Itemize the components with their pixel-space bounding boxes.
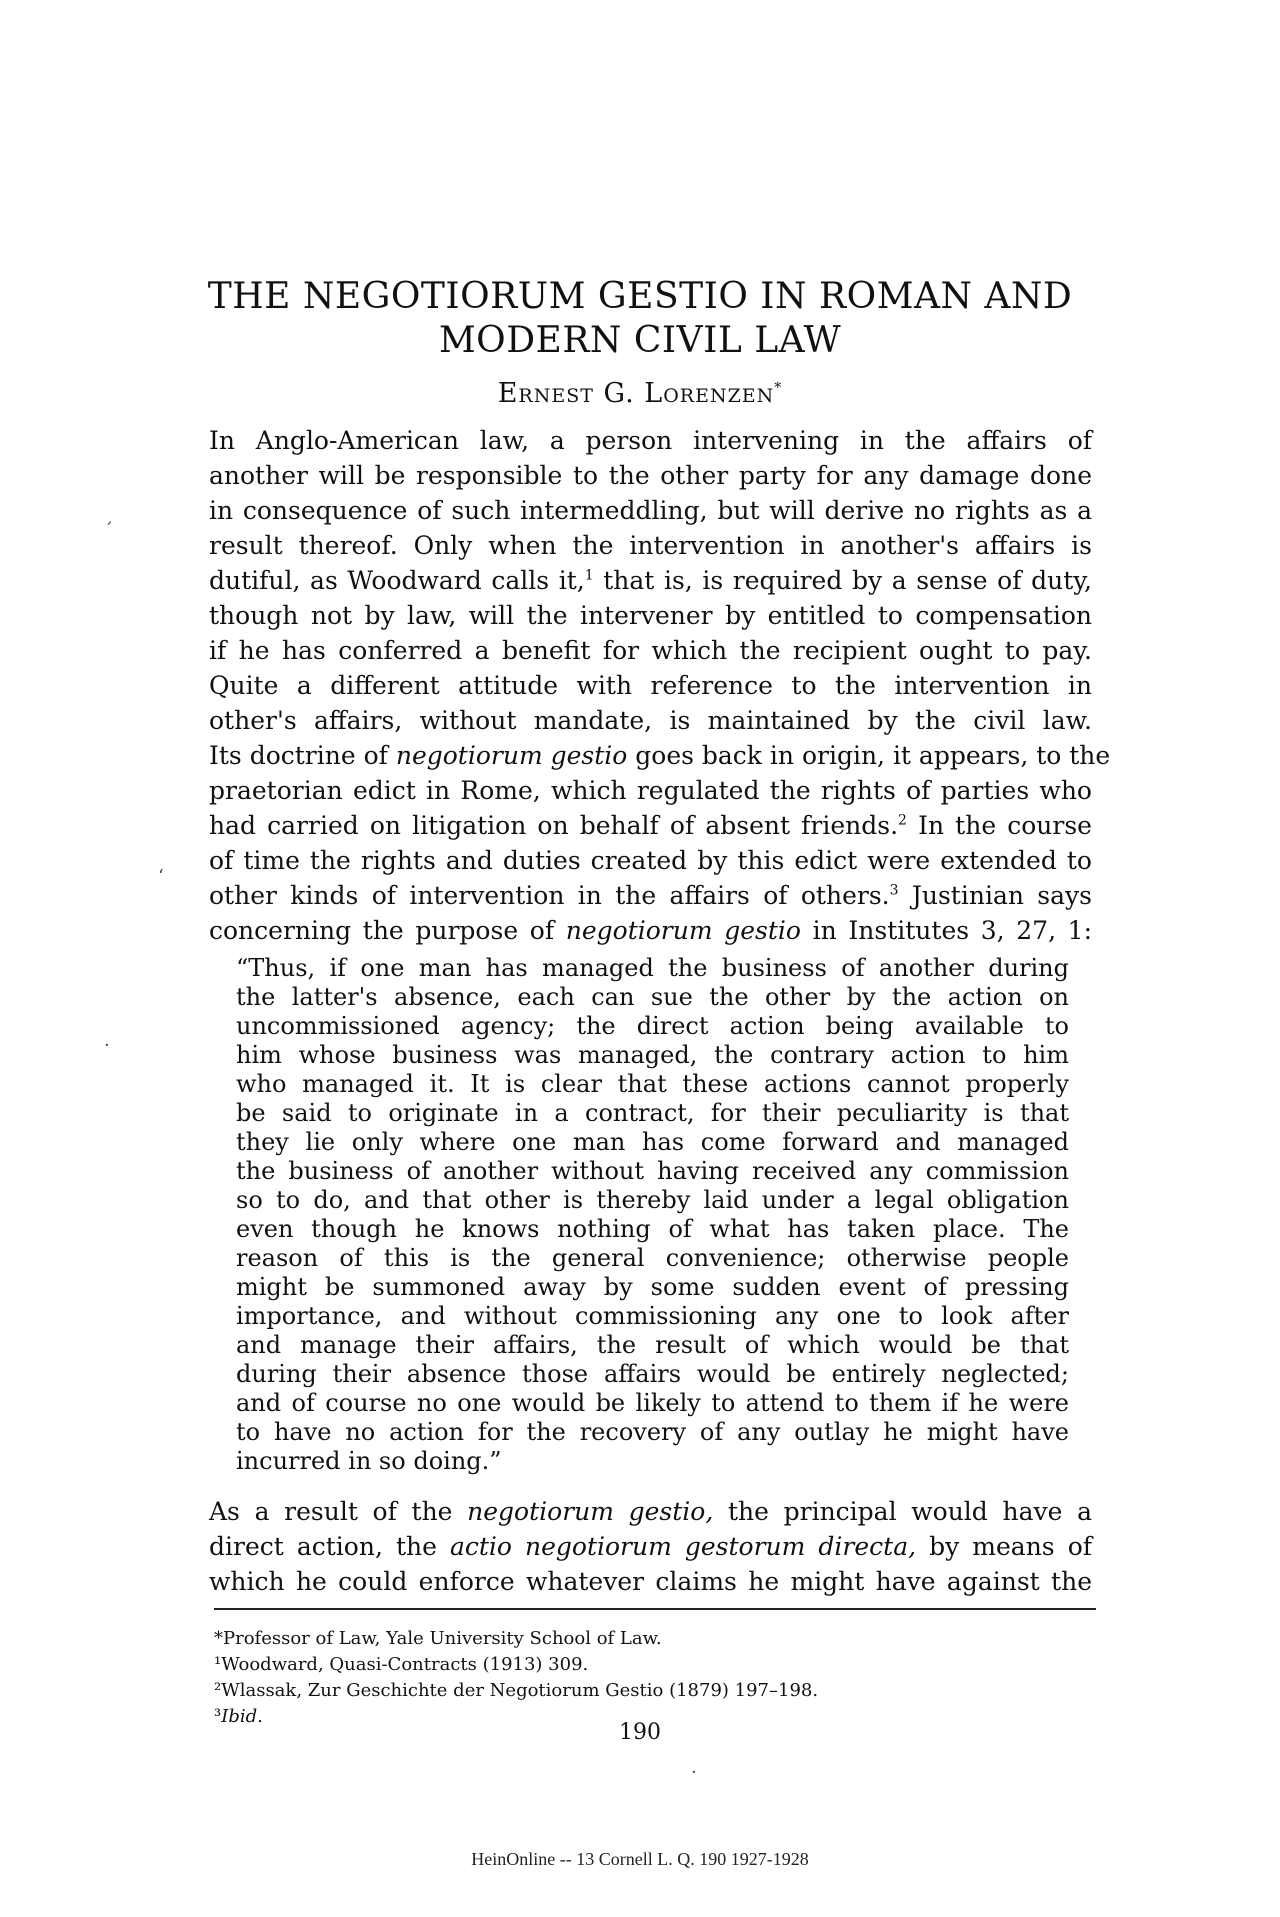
footnote-mark: ³ — [214, 1706, 222, 1727]
body-text: concerning the purpose of — [209, 916, 566, 945]
author-name: Ernest G. Lorenzen — [497, 378, 775, 409]
article-title-line-2: MODERN CIVIL LAW — [438, 320, 842, 361]
footnote-ref-1: 1 — [584, 567, 594, 584]
footnote-text: Ibid. — [221, 1706, 263, 1727]
body-line: other's affairs, without mandate, is maintained by the civil law. — [209, 706, 1092, 735]
latin-term: negotiorum gestio, — [467, 1497, 714, 1526]
scan-speck: · — [691, 1762, 697, 1783]
body-text: by means of — [916, 1532, 1092, 1561]
body-line — [209, 1532, 1092, 1561]
body-line: result thereof. Only when the intervention in another's affairs is — [209, 531, 1092, 560]
body-text: that is, is required by a sense of duty, — [593, 566, 1092, 595]
footnote: ¹Woodward, Quasi-Contracts (1913) 309. — [214, 1654, 589, 1675]
body-line — [209, 881, 1092, 910]
quote-line: the latter's absence, each can sue the other by the action on — [236, 983, 1069, 1011]
footnote-ref-3: 3 — [889, 882, 899, 899]
author-footnote-mark: * — [774, 380, 783, 396]
page-number: 190 — [619, 1720, 661, 1745]
quote-line: during their absence those affairs would be entirely neglected; — [236, 1360, 1069, 1388]
body-text: the principal would have a — [713, 1497, 1092, 1526]
body-text: dutiful, as Woodward calls it, — [209, 566, 585, 595]
footnote: *Professor of Law, Yale University School of Law. — [214, 1628, 662, 1649]
quote-line: be said to originate in a contract, for their peculiarity is that — [236, 1099, 1069, 1127]
body-text: Its doctrine of — [209, 741, 396, 770]
body-text: had carried on litigation on behalf of absent friends. — [209, 811, 899, 840]
body-line — [209, 741, 1111, 770]
footnote: ²Wlassak, Zur Geschichte der Negotiorum Gestio (1879) 197–198. — [214, 1680, 819, 1701]
body-line — [209, 811, 1092, 840]
body-line: In Anglo-American law, a person intervening in the affairs of — [209, 426, 1092, 455]
body-text: As a result of the — [209, 1497, 468, 1526]
quote-line: to have no action for the recovery of any outlay he might have — [236, 1418, 1069, 1446]
latin-term: negotiorum gestio — [395, 741, 628, 770]
quote-line: the business of another without having received any commission — [236, 1157, 1069, 1185]
quote-line: and of course no one would be likely to attend to them if he were — [236, 1389, 1069, 1417]
quote-line: might be summoned away by some sudden event of pressing — [236, 1273, 1069, 1301]
article-title-line-1: THE NEGOTIORUM GESTIO IN ROMAN AND — [207, 276, 1073, 317]
body-line: of time the rights and duties created by this edict were extended to — [209, 846, 1092, 875]
quote-line: even though he knows nothing of what has taken place. The — [236, 1215, 1069, 1243]
author-byline — [0, 378, 1280, 409]
latin-term: actio negotiorum gestorum directa, — [449, 1532, 917, 1561]
quote-line: importance, and without commissioning any one to look after — [236, 1302, 1069, 1330]
quote-line: they lie only where one man has come forward and managed — [236, 1128, 1069, 1156]
quote-line: incurred in so doing.” — [236, 1447, 502, 1475]
quote-line: and manage their affairs, the result of which would be that — [236, 1331, 1069, 1359]
body-line: Quite a different attitude with reference to the intervention in — [209, 671, 1092, 700]
body-text: direct action, the — [209, 1532, 450, 1561]
quote-line: “Thus, if one man has managed the business of another during — [236, 954, 1069, 982]
footnote-ref-2: 2 — [898, 812, 907, 829]
scan-speck: ´ — [104, 520, 113, 541]
body-line — [209, 1497, 1092, 1526]
quote-line: so to do, and that other is thereby laid under a legal obligation — [236, 1186, 1069, 1214]
body-line — [209, 916, 1092, 945]
source-footer: HeinOnline -- 13 Cornell L. Q. 190 1927-1928 — [471, 1849, 809, 1869]
body-text: goes back in origin, it appears, to the — [627, 741, 1111, 770]
body-line: another will be responsible to the other party for any damage done — [209, 461, 1092, 490]
body-line: if he has conferred a benefit for which the recipient ought to pay. — [209, 636, 1092, 665]
body-line: though not by law, will the intervener by entitled to compensation — [209, 601, 1092, 630]
quote-line: uncommissioned agency; the direct action being available to — [236, 1012, 1069, 1040]
scan-speck: ‘ — [158, 866, 164, 887]
body-text: in Institutes 3, 27, 1: — [800, 916, 1093, 945]
body-text: In the course — [906, 811, 1092, 840]
body-line: in consequence of such intermeddling, but will derive no rights as a — [209, 496, 1092, 525]
quote-line: reason of this is the general convenience; otherwise people — [236, 1244, 1069, 1272]
body-line: praetorian edict in Rome, which regulated the rights of parties who — [209, 776, 1092, 805]
scan-speck: · — [104, 1035, 110, 1056]
body-text: other kinds of intervention in the affairs of others. — [209, 881, 890, 910]
quote-line: him whose business was managed, the contrary action to him — [236, 1041, 1069, 1069]
body-text: Justinian says — [898, 881, 1092, 910]
footnote-divider — [214, 1608, 1096, 1610]
latin-term: negotiorum gestio — [565, 916, 801, 945]
quote-line: who managed it. It is clear that these actions cannot properly — [236, 1070, 1069, 1098]
body-line — [209, 566, 1092, 595]
body-line: which he could enforce whatever claims he might have against the — [209, 1567, 1092, 1596]
